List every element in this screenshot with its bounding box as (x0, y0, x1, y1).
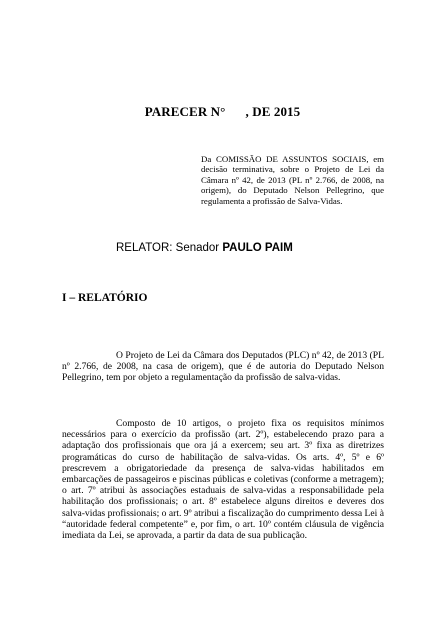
paragraph: Composto de 10 artigos, o projeto fixa os requisitos mínimos necessários para o exercício da profissão (art. 2º), estabelecendo prazo para a adaptação dos profissionais que ora já a exercem; seu art. 3º fixa as diretrizes programáticas do curso de habilitação de salva-vidas. Os arts. 4º, 5º e 6º prescrevem a obrigatoriedade da presença de salva-vidas habilitados em embarcações de passageiros e piscinas públicas e coletivas (conforme a metragem); o art. 7º atribui às associações estaduais de salva-vidas a responsabilidade pela habilitação dos profissionais; o art. 8º estabelece alguns direitos e deveres dos salva-vidas profissionais; o art. 9º atribui a fiscalização do cumprimento dessa Lei à “autoridade federal competente” e, por fim, o art. 10º contém cláusula de vigência imediata da Lei, se aprovada, a partir da data de sua publicação. (62, 418, 384, 542)
relator-name: PAULO PAIM (222, 242, 293, 254)
ementa-text: Da COMISSÃO DE ASSUNTOS SOCIAIS, em decisão terminativa, sobre o Projeto de Lei da Câmara nº 42, de 2013 (PL nº 2.766, de 2008, na origem), do Deputado Nelson Pellegrino, que regulamenta a profissão de Salva-Vidas. (201, 154, 384, 206)
section-heading: I – RELATÓRIO (62, 292, 148, 304)
relator-label: RELATOR: Senador (116, 242, 223, 254)
page-title: PARECER N° , DE 2015 (144, 104, 301, 119)
paragraph: O Projeto de Lei da Câmara dos Deputados (PLC) nº 42, de 2013 (PL nº 2.766, de 2008, na casa de origem), que é de autoria do Deputado Nelson Pellegrino, tem por objeto a regulamentação da profissão de salva-vidas. (62, 350, 384, 384)
relator-line (116, 242, 293, 254)
